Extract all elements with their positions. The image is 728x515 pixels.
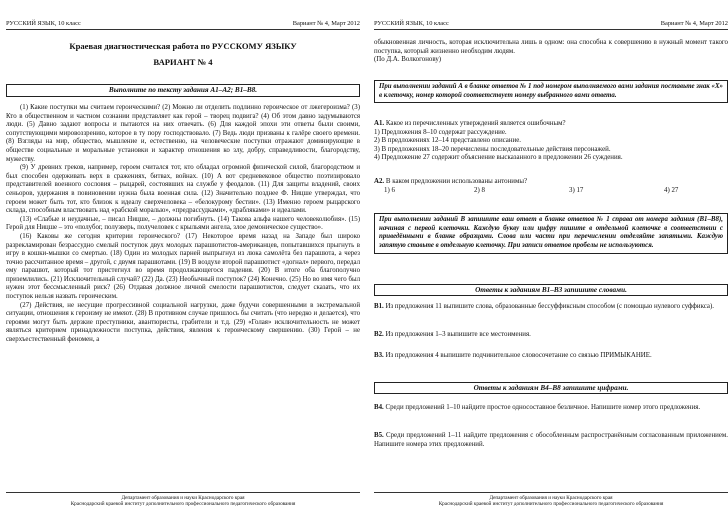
question-text: Среди предложений 1–10 найдите простое односоставное безличное. Напишите номер этого предложения. bbox=[385, 404, 701, 411]
paragraph: (9) У древних греков, например, героем считался тот, кто обладал огромной физической силой, благородством и был способен одерживать верх в сражениях, битвах, войнах. (10) А вот средневековое общество поэтизировало представителей военного сословия – рыцарей, состоявших на службе у феодалов. (11) Для защиты владений, своих сеньоров, удержания в повиновении нужна была военная сила. (12) Значительно позднее Ф. Ницше утверждал, что героем может быть тот, кто близок к идеалу сверхчеловека – «белокурому бестии». (13) Именно героем рыцарского склада, способным властвовать над «рабской моралью», «предрассудками», «драбляками» и идеалами. bbox=[6, 164, 360, 215]
answer-option: 3) 17 bbox=[569, 186, 584, 194]
question-number: В4. bbox=[374, 404, 384, 411]
question-text: Из предложения 11 выпишите слова, образованные бессуффиксным способом (с помощью нулевого суффикса). bbox=[385, 303, 714, 310]
header-variant: Вариант № 4, Март 2012 bbox=[660, 20, 728, 27]
question-b1 bbox=[374, 303, 728, 312]
paragraph: (13) «Слабые и неудачные, – писал Ницше, – должны погибнуть. (14) Такова альфа нашего человеколюбия». (15) Герой для Ницше – это «полубог, полузверь, получеловек с крыльями ангела, злое демоническое существо». bbox=[6, 215, 360, 232]
instruction-a: При выполнении заданий А в бланке ответов № 1 под номером выполняемого вами задания поставьте знак «X» в клеточку, номер которой соответствует номеру выбранного вами ответа. bbox=[374, 80, 728, 103]
question-number: А1. bbox=[374, 120, 385, 127]
footer-department: Департамент образования и науки Краснодарского края bbox=[121, 494, 245, 501]
header-subject: РУССКИЙ ЯЗЫК, 10 класс bbox=[374, 20, 449, 27]
page-header bbox=[374, 20, 728, 30]
footer-institute: Краснодарский краевой институт дополнительного профессионального педагогического образования bbox=[438, 500, 664, 507]
question-b4 bbox=[374, 404, 728, 413]
answer-option: 4) Предложение 27 содержит объяснение высказанного в предложении 26 суждения. bbox=[374, 154, 623, 162]
header-variant: Вариант № 4, Март 2012 bbox=[292, 20, 360, 27]
question-text: Из предложения 1–3 выпишите все местоимения. bbox=[385, 331, 531, 338]
footer-department: Департамент образования и науки Краснодарского края bbox=[489, 494, 613, 501]
banner-b4-b8: Ответы к заданиям В4–В8 запишите цифрами. bbox=[374, 382, 728, 394]
question-b5 bbox=[374, 432, 728, 449]
header-subject: РУССКИЙ ЯЗЫК, 10 класс bbox=[6, 20, 81, 27]
question-number: В3. bbox=[374, 352, 384, 359]
banner-b1-b3: Ответы к заданиям В1–В3 запишите словами. bbox=[374, 284, 728, 296]
answer-option: 1) 6 bbox=[384, 186, 395, 194]
paragraph: (1) Какие поступки мы считаем героическими? (2) Можно ли отделить подлинно героическое от лжегероизма? (3) Кто в общественном и частном сознании представляет как герой – творец подвига? (4) Об этом давно задумываются люди. (5) Давно задают вопросы и пытаются на них отвечать. (6) Для каждой эпохи эти ответы были своими, сопутствующими мировоззрению, которое в ту пору господствовало. (7) Ведь люди призваны к галёре своего времени. (8) Взгляды на мир, общество, мышление и, естественно, на человеческие поступки отражают доминирующие в обществе социальные и моральные установки и характер отношения ко злу, добру, справедливости, благородству, мужеству. bbox=[6, 104, 360, 163]
instruction-b: При выполнении заданий В запишите ваш ответ в бланке ответов № 1 справа от номера задания (В1–В8), начиная с первой клеточки. Каждую букву или цифру пишите в отдельной клеточке в соответствии с приведёнными в бланке образцами. Слова или части при перечислении отделяйте запятыми. Каждую запятую ставьте в отдельную клеточку. При записи ответов пробелы не используются. bbox=[374, 213, 728, 254]
page-footer bbox=[374, 495, 728, 507]
continuation-text: обыкновенная личность, которая исключительна лишь в одном: она способна к совершению в нужный момент такого поступка, который жизненно необходим людям. bbox=[374, 39, 728, 55]
paragraph: (27) Действия, не несущие прогрессивной социальной нагрузки, даже будучи совершенными в экстремальной ситуации, отношения к героизму не имеют. (28) В противном случае пришлось бы считать (что нередко и делается), что героями могут быть дерзкие преступники, авантюристы, грабители и т.д. (29) «Голая» исключительность не может являться критерием принадлежности поступка, действия, явления к героическому свершению. (30) Герой – не сверхъестественный феномен, а bbox=[6, 301, 360, 344]
question-number: В1. bbox=[374, 303, 384, 310]
right-page bbox=[374, 0, 728, 515]
footer-institute: Краснодарский краевой институт дополнительного профессионального педагогического образования bbox=[70, 500, 296, 507]
text-continuation bbox=[374, 39, 728, 65]
question-a1 bbox=[374, 120, 728, 163]
text-body bbox=[6, 104, 360, 345]
answer-option: 2) В предложениях 12–14 представлено описание. bbox=[374, 137, 522, 145]
answer-option: 2) 8 bbox=[474, 186, 485, 194]
question-number: В2. bbox=[374, 331, 384, 338]
variant-title: ВАРИАНТ № 4 bbox=[153, 57, 213, 67]
question-b3 bbox=[374, 352, 728, 361]
document-title: Краевая диагностическая работа по РУССКОМУ ЯЗЫКУ bbox=[69, 41, 297, 51]
question-text: Среди предложений 1–11 найдите предложения с обособленным распространённым согласованным приложением. Напишите номера этих предложений. bbox=[374, 432, 728, 448]
question-text: Какое из перечисленных утверждений является ошибочным? bbox=[385, 120, 566, 127]
task-banner: Выполните по тексту задания А1–А2; В1–В8. bbox=[6, 84, 360, 97]
paragraph: (16) Каковы же сегодня критерии героического? (17) Некоторое время назад на Западе был широко разрекламирован безрассудно смелый поступок двух молодых парашютистов-американцев, попытавшихся прыгнуть в игру в кошки-мышки со смертью. (18) Один из молодых парней выпрыгнул из люка самолёта без парашюта, а через точно рассчитанное время – другой, с двумя парашютами. (19) В воздухе второй парашютист «догнал» первого, передал ему парашют, который тот пристегнул во время продолжающегося падения. (20) В итоге оба благополучно приземлились. (21) Исключительный случай? (22) Да. (23) Необычный поступок? (24) Конечно. (25) Но во имя чего был нужен этот бессмысленный риск? (26) Отдавая должное личной смелости парашютистов, следует сказать, что их поступок нельзя назвать героическим. bbox=[6, 232, 360, 301]
question-text: Из предложения 4 выпишите подчинительное словосочетание со связью ПРИМЫКАНИЕ. bbox=[385, 352, 652, 359]
page-footer bbox=[6, 495, 360, 507]
text-source: (По Д.А. Волкогонову) bbox=[374, 56, 442, 64]
question-text: В каком предложении использованы антонимы? bbox=[385, 178, 528, 185]
left-page bbox=[6, 0, 360, 515]
page-header bbox=[6, 20, 360, 30]
footer-divider bbox=[6, 492, 360, 493]
question-b2 bbox=[374, 331, 728, 340]
question-number: В5. bbox=[374, 432, 384, 439]
question-a2 bbox=[374, 178, 728, 196]
footer-divider bbox=[374, 492, 728, 493]
answer-option: 3) В предложениях 18–20 перечислены последовательные действия персонажей. bbox=[374, 145, 611, 153]
question-number: А2. bbox=[374, 178, 385, 185]
answer-option: 1) Предложения 8–10 содержат рассуждение. bbox=[374, 128, 507, 136]
answer-option: 4) 27 bbox=[664, 186, 679, 194]
